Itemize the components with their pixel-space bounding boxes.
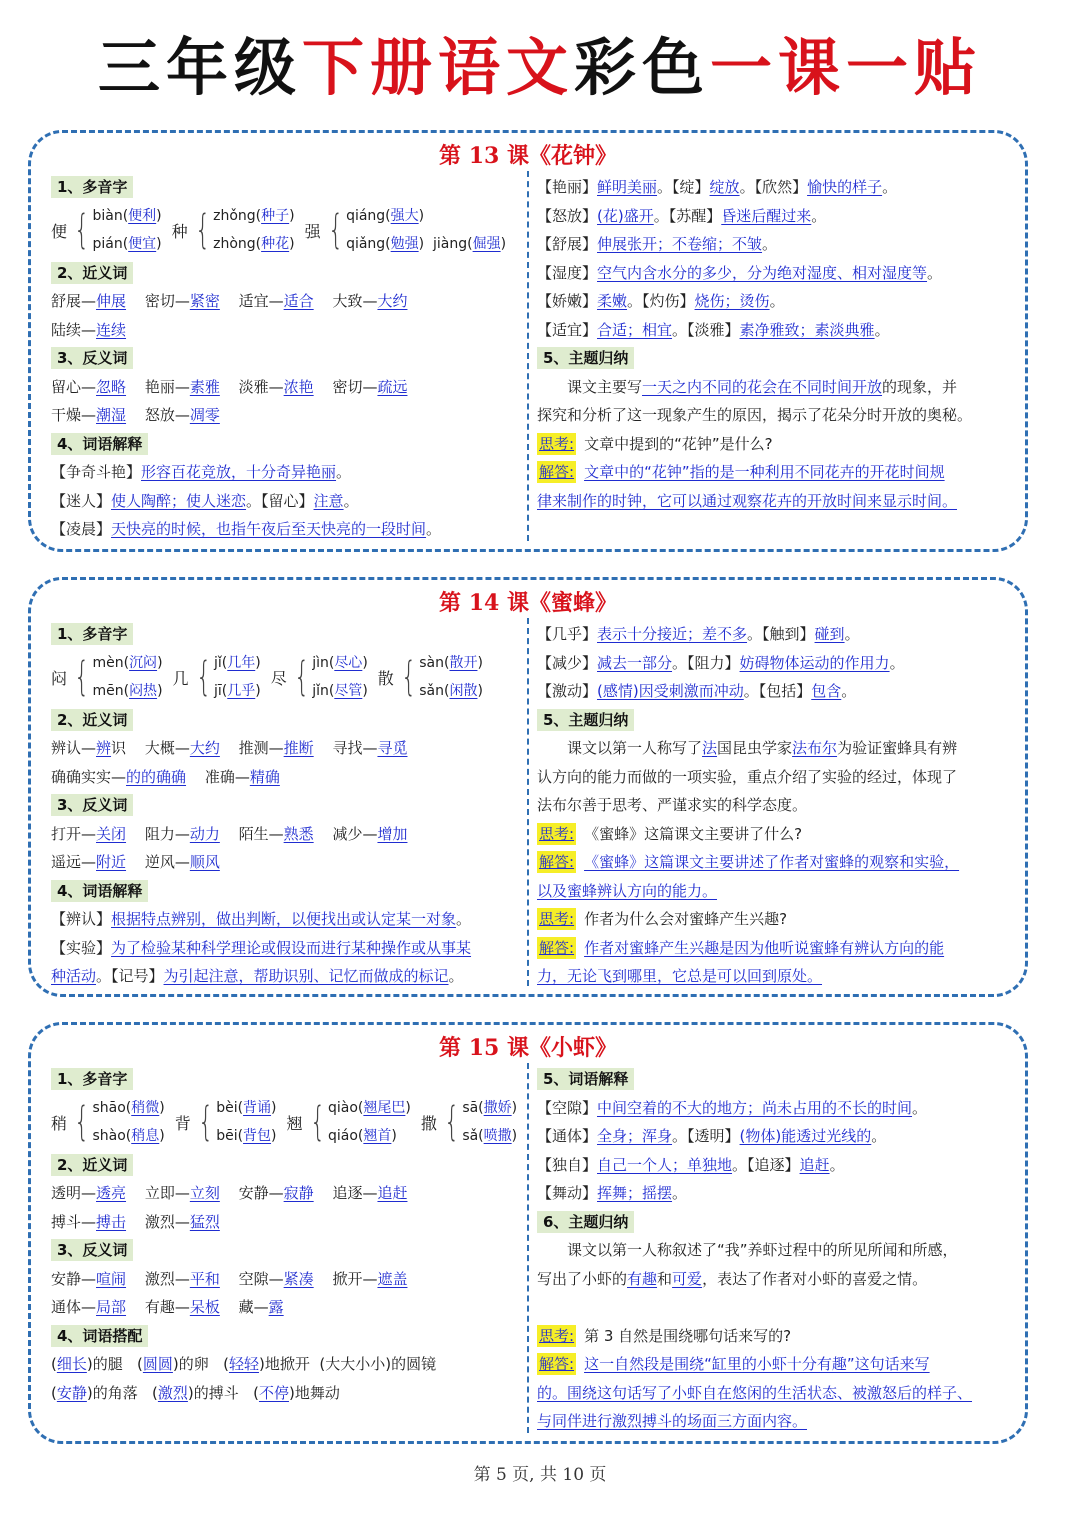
definition: 【湿度】空气内含水分的多少，分为绝对湿度、相对湿度等。 [537,263,943,282]
think-tag: 思考: [539,434,575,453]
section-heading: 2、近义词 [51,709,133,731]
answer-cont: 力，无论飞到哪里，它总是可以回到原处。 [537,967,823,985]
section-heading: 3、反义词 [51,1239,133,1261]
question: 思考: 第 3 自然是围绕哪句话来写的? [539,1326,792,1345]
left-column [51,1065,521,1407]
polyphone-row [51,649,521,706]
answer: 解答: 作者对蜜蜂产生兴趣是因为他听说蜜蜂有辨认方向的能 [539,938,945,957]
answer-cont: 的。围绕这句话写了小虾自在悠闲的生活状态、被激怒后的样子、 [537,1383,973,1402]
polyphone-group: 撒 { sā(撒娇) sǎ(喷撒) [420,1099,518,1145]
section-heading: 1、多音字 [51,176,133,198]
definition: 【舒展】伸展张开；不卷缩；不皱。 [537,235,778,253]
section-heading: 1、多音字 [51,1068,133,1090]
polyphone-row [51,1094,521,1151]
polyphone-group: 尽 { jìn(尽心) jǐn(尽管) [270,654,368,700]
definition: 【娇嫩】柔嫩。【灼伤】烧伤；烫伤。 [537,292,785,310]
definition: 【激动】(感情)因受刺激而冲动。【包括】包含。 [537,682,857,700]
column-divider [527,171,529,541]
definition: 【争奇斗艳】形容百花竞放，十分奇异艳丽。 [51,463,352,481]
word-pair-row: 辨认—辨识 大概—大约 推测—推断 寻找—寻觅 [51,739,408,757]
definition: 【迷人】使人陶醉；使人迷恋。【留心】注意。 [51,491,359,510]
polyphone-group: 闷 { mèn(沉闷) mēn(闷热) [51,654,163,700]
right-column [537,620,1017,991]
definition: 【减少】减去一部分。【阻力】妨碍物体运动的作用力。 [537,653,905,672]
section-heading: 5、词语解释 [537,1068,634,1090]
left-column [51,173,521,544]
lesson-14-card [28,577,1028,997]
page-title: 三年级下册语文彩色一课一贴 [97,31,983,104]
section-heading: 3、反义词 [51,794,133,816]
definition: 【凌晨】天快亮的时候，也指午夜后至天快亮的一段时间。 [51,520,442,538]
question: 思考: 文章中提到的“花钟”是什么? [539,434,773,453]
think-tag: 思考: [539,824,575,843]
answer-cont: 律来制作的时钟，它可以通过观察花卉的开放时间来显示时间。 [537,491,958,510]
definition: 【空隙】中间空着的不大的地方；尚未占用的不长的时间。 [537,1098,928,1117]
word-pair-row: 遥远—附近 逆风—顺风 [51,853,220,871]
answer: 解答: 文章中的“花钟”指的是一种利用不同花卉的开花时间规 [539,463,945,481]
section-heading: 3、反义词 [51,347,133,369]
answer-cont: 与同伴进行激烈搏斗的场面三方面内容。 [537,1412,808,1430]
definition: 【适宜】合适；相宜。【淡雅】素净雅致；素淡典雅。 [537,320,890,339]
section-heading: 4、词语搭配 [51,1325,148,1347]
lesson-13-card [28,130,1028,552]
think-tag: 思考: [539,1326,575,1345]
collocation-row: (细长)的腿 (圆圆)的卵 (轻轻)地掀开 (大大小小)的圆镜 [51,1355,437,1373]
answer-tag: 解答: [539,1355,575,1373]
answer-tag: 解答: [539,938,575,957]
word-pair-row: 陆续—连续 [51,320,127,339]
polyphone-group: 便 { biàn(便利) pián(便宜) [51,207,162,253]
word-pair-row: 安静—喧闹 激烈—平和 空隙—紧凑 掀开—遮盖 [51,1269,408,1288]
theme-summary: 课文以第一人称写了法国昆虫学家法布尔为验证蜜蜂具有辨 认方向的能力而做的一项实验，重点介绍了实验的经过，体现了 法布尔善于思考、严谨求实的科学态度。 [537,739,958,814]
answer-tag: 解答: [539,463,575,481]
definition: 【实验】为了检验某种科学理论或假设而进行某种操作或从事某 [51,938,472,957]
definition: 【通体】全身；浑身。【透明】(物体)能透过光线的。 [537,1127,887,1145]
section-heading: 5、主题归纳 [537,347,634,369]
polyphone-group: 散 { sàn(散开) sǎn(闲散) [377,654,483,700]
definition: 【独自】自己一个人；单独地。【追逐】追赶。 [537,1155,845,1174]
left-column [51,620,521,991]
answer-cont: 以及蜜蜂辨认方向的能力。 [537,881,718,900]
word-pair-row: 打开—关闭 阻力—动力 陌生—熟悉 减少—增加 [51,824,408,843]
polyphone-group: 背 { bèi(背诵) bēi(背包) [174,1099,277,1145]
polyphone-group: 翘 { qiào(翘尾巴) qiáo(翘首) [286,1099,411,1145]
question: 思考: 作者为什么会对蜜蜂产生兴趣? [539,910,788,928]
word-pair-row: 确确实实—的的确确 准确—精确 [51,767,280,786]
lesson-15-card [28,1022,1028,1444]
word-pair-row: 干燥—潮湿 怒放—凋零 [51,406,220,424]
section-heading: 5、主题归纳 [537,709,634,731]
answer: 解答: 这一自然段是围绕“缸里的小虾十分有趣”这句话来写 [539,1355,930,1373]
theme-summary: 课文主要写一天之内不同的花会在不同时间开放的现象，并 探究和分析了这一现象产生的原因，揭示了花朵分时开放的奥秘。 [537,377,973,424]
column-divider [527,618,529,986]
word-pair-row: 通体—局部 有趣—呆板 藏—露 [51,1298,284,1316]
lesson-title: 第 14 课《蜜蜂》 [439,590,617,616]
answer: 解答: 《蜜蜂》这篇课文主要讲述了作者对蜜蜂的观察和实验， [539,853,960,871]
definition: 【辨认】根据特点辨别，做出判断，以便找出或认定某一对象。 [51,910,472,928]
section-heading: 2、近义词 [51,1154,133,1176]
right-column [537,173,1017,515]
section-heading: 2、近义词 [51,262,133,284]
section-heading: 4、词语解释 [51,433,148,455]
polyphone-group: 强 { qiáng(强大) qiǎng(勉强) jiàng(倔强) [304,207,507,253]
section-heading: 6、主题归纳 [537,1211,634,1233]
definition: 【怒放】(花)盛开。【苏醒】昏迷后醒过来。 [537,206,827,225]
polyphone-group: 稍 { shāo(稍微) shào(稍息) [51,1099,165,1145]
think-tag: 思考: [539,910,575,928]
word-pair-row: 透明—透亮 立即—立刻 安静—寂静 追逐—追赶 [51,1184,408,1202]
column-divider [527,1063,529,1433]
right-column [537,1065,1017,1436]
definition: 【舞动】挥舞；摇摆。 [537,1184,688,1202]
word-pair-row: 搏斗—搏击 激烈—猛烈 [51,1212,220,1231]
page-footer: 第 5 页, 共 10 页 [473,1465,607,1485]
lesson-title: 第 15 课《小虾》 [439,1035,617,1061]
section-heading: 4、词语解释 [51,880,148,902]
word-pair-row: 舒展—伸展 密切—紧密 适宜—适合 大致—大约 [51,292,408,310]
definition: 【几乎】表示十分接近；差不多。【触到】碰到。 [537,625,860,643]
polyphone-row [51,202,521,259]
section-heading: 1、多音字 [51,623,133,645]
question: 思考: 《蜜蜂》这篇课文主要讲了什么? [539,824,803,843]
polyphone-group: 种 { zhǒng(种子) zhòng(种花) [171,207,295,253]
polyphone-group: 几 { jǐ(几年) jī(几乎) [172,654,261,700]
definition: 种活动。【记号】为引起注意，帮助识别、记忆而做成的标记。 [51,967,464,985]
collocation-row: (安静)的角落 (激烈)的搏斗 (不停)地舞动 [51,1383,340,1402]
answer-tag: 解答: [539,853,575,871]
definition: 【艳丽】鲜明美丽。【绽】绽放。【欣然】愉快的样子。 [537,178,898,196]
lesson-title: 第 13 课《花钟》 [439,143,617,169]
theme-summary: 课文以第一人称叙述了“我”养虾过程中的所见所闻和所感， 写出了小虾的有趣和可爱，表达了作者对小虾的喜爱之情。 [537,1241,958,1288]
word-pair-row: 留心—忽略 艳丽—素雅 淡雅—浓艳 密切—疏远 [51,377,408,396]
